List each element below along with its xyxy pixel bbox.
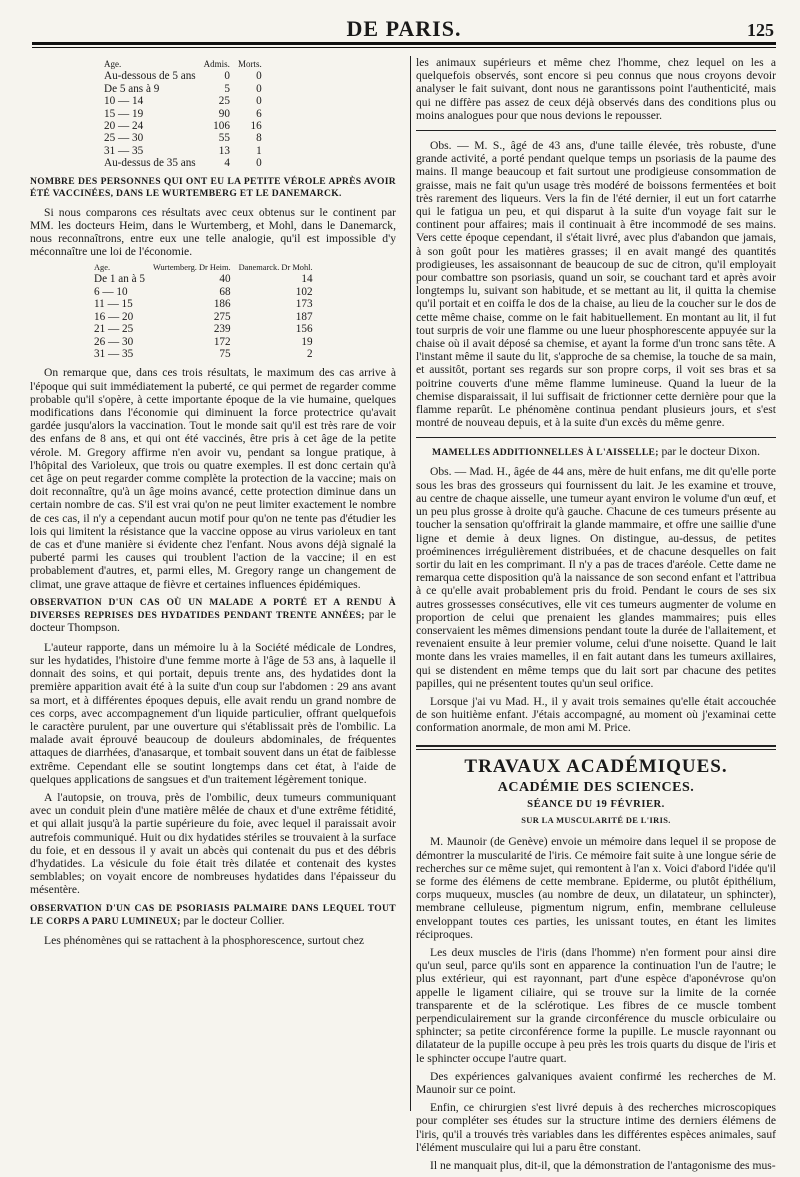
table-cell: 2	[306, 347, 313, 360]
table-cell: 0	[256, 82, 262, 95]
column-divider	[410, 56, 411, 1111]
section-heading: NOMBRE DES PERSONNES QUI ONT EU LA PETITE VÉROLE APRÈS AVOIR ÉTÉ VACCINÉES, DANS LE WURTEMBERG ET LE DANEMARCK.	[30, 175, 396, 199]
table-header-cell: Morts.	[237, 59, 262, 69]
table-row	[100, 108, 266, 120]
table-row	[90, 311, 317, 323]
table-cell: 4	[224, 157, 230, 170]
table-cell: Au-dessous de 5 ans	[104, 70, 196, 83]
section-heading-author: par le docteur Thompson.	[30, 607, 396, 634]
table-cell: 106	[213, 120, 230, 133]
table-row	[90, 273, 317, 285]
table-cell: 21 — 25	[94, 323, 134, 336]
section-heading	[30, 903, 396, 928]
table-header-cell: Wurtemberg. Dr Heim.	[152, 263, 231, 273]
table-cell: 6	[256, 107, 262, 120]
table-cell: 16	[250, 120, 262, 133]
table-cell: 1	[256, 144, 262, 157]
table-smallpox-admissions	[100, 58, 266, 170]
table-cell: 55	[218, 132, 230, 145]
paragraph: On remarque que, dans ces trois résultats, le maximum des cas arrive à l'époque qui suit immédiatement la puberté, ce qui permet de regarder comme probable qu'il s'opère, à cette importante époque de la vie humaine, quelques modifications dans l'économie qui diminuent la force protectrice qu'avait gardée jusqu'alors la vaccination. Tout le monde sait qu'il est très rare de voir des enfans de 8 ans, et qui ont été vaccinés, être pris à cet âge de la petite vérole. M. Gregory affirme n'en avoir vu, pendant sa longue pratique, à l'hôpital des Varioleux, que trois ou quatre exemples. Il est donc certain qu'à cet âge on peut regarder comme complète la protection de la vaccine; mais on doit reconnaître, qu'à un âge moins avancé, cette protection diminue dans un certain nombre de cas. S'il est vrai qu'on ne peut limiter exactement le nombre de ces cas, il n'y a cependant aucun motif pour qu'on ne tente pas d'étudier les lois qui limitent la résistance que la vaccine oppose au virus varioleux en tant de cas et d'une manière si évidente chez l'enfant. Nous avons déjà signalé la puberté parmi les causes qui troublent l'action de la vaccine; il en est probablement d'autres, et, parmi elles, M. Gregory range un changement de climat, une grave attaque de fièvre et certaines influences épidémiques.	[30, 366, 396, 591]
divider	[416, 437, 776, 438]
table-cell: Au-dessus de 35 ans	[104, 157, 196, 170]
paragraph: Les phénomènes qui se rattachent à la phosphorescence, surtout chez	[44, 933, 364, 947]
paragraph: Les deux muscles de l'iris (dans l'homme) n'en forment pour ainsi dire qu'un seul, parce qu'ils sont en apparence la continuation l'un de l'autre; le plus extérieur, qui est rayonnant, part d'une espèce d'aponévrose qu'on appelle le ligament ciliaire, qui se trouve sur la limite de la cornée transparente et de la sclérotique. Les fibres de ce muscle tombent perpendiculairement sur la grande circonférence du muscle orbiculaire ou sphincter; sa petite circonférence forme la pupille. Le muscle rayonnant ou dilatateur de la pupille occupe à peu près les trois quarts du disque de l'iris et le sphincter occupe l'autre quart.	[416, 945, 776, 1065]
table-cell: 0	[256, 95, 262, 108]
table-row	[90, 323, 317, 335]
left-column	[30, 56, 396, 952]
table-cell: 40	[219, 273, 231, 286]
table-cell: 13	[218, 144, 230, 157]
paragraph: Enfin, ce chirurgien s'est livré depuis à des recherches microscopiques pour compléter ses études sur la structure intime des derniers élémens de l'iris, qu'il a trouvés très variables dans les différentes espèces animales, sauf l'élément musculaire qui lui a paru être constant.	[416, 1101, 776, 1154]
seance-title: SÉANCE DU 19 FÉVRIER.	[527, 798, 665, 810]
running-head	[30, 14, 778, 44]
table-cell: 0	[256, 157, 262, 170]
table-cell: 8	[256, 132, 262, 145]
header-rule-thin	[32, 47, 776, 48]
paragraph: les animaux supérieurs et même chez l'homme, chez lequel on les a quelquefois observés, sont encore si peu connus que nous croyons devoir analyser le fait suivant, dont nous ne garantissons point l'authenticité, mais qui ne diffère pas assez de ceux déjà observés dans des conditions plus ou moins analogues pour que nous devions le repousser.	[416, 56, 776, 122]
paragraph: A l'autopsie, on trouva, près de l'ombilic, deux tumeurs communiquant avec un conduit plein d'une matière mêlée de chaux et d'une extrême fétidité, et qui allait jusqu'à la partie supérieure du foie, avec lequel il paraissait avoir autrefois communiqué. Huit ou dix hydatides stériles se trouvaient à la surface du foie, et en dessous il y avait un abcès qui contenait du pus et des débris d'hydatides. La vésicule du foie était très dilatée et contenait des kystes semblables; on voyait encore de nombreuses hydatides dans l'épaisseur du mésentère.	[30, 791, 396, 897]
table-wurtemberg-danemarck	[90, 263, 317, 360]
paragraph: Obs. — Mad. H., âgée de 44 ans, mère de huit enfans, me dit qu'elle porte sous les bras des grosseurs qui fournissent du lait. Je les examine et trouve, au centre de chaque aisselle, une tumeur ayant environ le volume d'un œuf, et un peu plus grosse à droite qu'à gauche. Chacune de ces tumeurs présente au toucher la sensation qu'offrirait la glande mammaire, et offre une saillie d'une ligne et demie à deux lignes. On distingue, au-dessus, de petites proéminences irrégulièrement distribuées, et de chacune desquelles on fait sortir du lait en les comprimant. Il n'y a pas de traces d'aréole. Cette dame ne remarqua cette disposition qu'à la naissance de son second enfant et l'attribua à ce qu'elle avait probablement pris du froid. Pendant le cours de ses six autres grossesses consécutives, elle vit ces tumeurs augmenter de volume en proportion de celui que prenaient les glandes mammaires; puis elles conservaient les mêmes dimensions pendant toute la durée de l'allaitement, et revenaient ensuite à leur premier volume, celui d'une noisette. Quand le lait monte dans les vraies mamelles, il en fait autant dans les tumeurs axillaires, qui se distendent en même temps que du lait sort par chacune des petites papilles, qui ne présentent toutes qu'un seul orifice.	[416, 465, 776, 690]
table-row	[100, 70, 266, 82]
table-cell: 68	[219, 285, 231, 298]
table-cell: 31 — 35	[94, 347, 134, 360]
section-divider	[416, 745, 776, 750]
table-row	[90, 298, 317, 310]
table-header-row	[90, 263, 317, 273]
table-cell: 0	[224, 70, 230, 83]
subject-title: SUR LA MUSCULARITÉ DE L'IRIS.	[521, 816, 671, 826]
table-header-cell: Age.	[94, 263, 111, 273]
table-cell: 11 — 15	[94, 298, 133, 311]
paragraph: Obs. — M. S., âgé de 43 ans, d'une taille élevée, très robuste, d'une grande activité, a porté pendant quelque temps un psoriasis de la paume des mains. Il mange beaucoup et fait surtout une prodigieuse consommation de graisse, mais ne fait qu'un usage très modéré de boissons fermentées et boit très rarement des liqueurs. Vers la fin de l'été dernier, il eut un fort catarrhe qui le fatigua un peu, et qui disparut à la suite d'un voyage fait sur le continent pour affaires; mais il continuait à être incommodé de ses mains. Vers cette époque cependant, il s'était livré, avec plus d'abandon que jamais, à son goût pour les matières grasses; il en avait mangé des quantités prodigieuses, les assaisonnant de beaucoup de suc de citron, qu'il employait pour combattre son psoriasis, quand un soir, se couchant tard et après avoir longtemps lu, suivant son habitude, et se mettant au lit, il quitta la chemise qu'il portait et en coiffa le dos de la chaise, au lieu de la coucher sur le dos de cette même chaise, comme on le fait habituellement. En montant au lit, il fut tout surpris de voir une flamme ou une lueur phosphorescente appuyée sur la chaise où il avait déposé sa chemise, et ayant la forme d'un tronc sans tête. A l'instant même il saute du lit, s'approche de sa chemise, la touche de sa main, et aussitôt, portant ses regards sur son propre corps, il voit ses bras et sa poitrine couverts d'une même flamme lumineuse. Quand la lueur de la chemise disparaissait, il lui suffisait de frictionner cette dernière pour que la flamme reparût. Le phénomène continua pendant plusieurs jours, et s'est montré de nouveau depuis, et à la suite d'un excès du même genre.	[416, 139, 776, 430]
table-cell: 186	[213, 298, 231, 311]
section-heading	[30, 597, 396, 635]
table-cell: 156	[295, 323, 313, 336]
table-header-cell: Danemarck. Dr Mohl.	[238, 263, 313, 273]
table-cell: 31 — 35	[104, 144, 144, 157]
paragraph: Si nous comparons ces résultats avec ceux obtenus sur le continent par MM. les docteurs Heim, dans le Wurtemberg, et Mohl, dans le Danemarck, nous reconnaîtrons, entre eux une telle analogie, qu'il est impossible d'y méconnaître une loi de l'économie.	[30, 205, 396, 259]
section-title: TRAVAUX ACADÉMIQUES.	[464, 755, 728, 777]
table-cell: 14	[301, 273, 313, 286]
section-heading-author: par le docteur Dixon.	[661, 445, 760, 459]
table-cell: 5	[224, 82, 230, 95]
table-cell: 26 — 30	[94, 335, 134, 348]
table-row	[90, 336, 317, 348]
page-number: 125	[747, 20, 774, 40]
table-header-cell: Age.	[104, 59, 122, 69]
section-heading	[416, 446, 776, 459]
table-header-cell: Admis.	[203, 59, 230, 69]
table-cell: 275	[213, 310, 231, 323]
table-row	[100, 120, 266, 132]
table-cell: 6 — 10	[94, 285, 128, 298]
section-heading-text: OBSERVATION D'UN CAS OÙ UN MALADE A PORTÉ ET A RENDU À DIVERSES REPRISES DES HYDATIDES PENDANT TRENTE ANNÉES;	[30, 596, 396, 621]
table-cell: De 1 an à 5	[94, 273, 145, 286]
paragraph: Lorsque j'ai vu Mad. H., il y avait trois semaines qu'elle était accouchée de son huitième enfant. J'étais accompagné, au moment où j'examinai cette conformation anormale, de mon ami M. Price.	[416, 694, 776, 735]
table-cell: De 5 ans à 9	[104, 82, 160, 95]
table-cell: 16 — 20	[94, 310, 134, 323]
divider	[416, 130, 776, 131]
right-column	[416, 56, 776, 1177]
table-cell: 75	[219, 347, 231, 360]
academy-title: ACADÉMIE DES SCIENCES.	[497, 779, 695, 795]
table-row	[90, 286, 317, 298]
table-cell: 187	[295, 310, 313, 323]
table-row	[100, 145, 266, 157]
table-header-row	[100, 58, 266, 70]
table-cell: 0	[256, 70, 262, 83]
table-row	[90, 348, 317, 360]
table-cell: 19	[301, 335, 313, 348]
section-heading-text: MAMELLES ADDITIONNELLES À L'AISSELLE;	[432, 447, 659, 459]
table-row	[100, 95, 266, 107]
table-cell: 10 — 14	[104, 95, 144, 108]
table-row	[100, 132, 266, 144]
table-cell: 90	[218, 107, 230, 120]
table-cell: 20 — 24	[104, 120, 144, 133]
table-cell: 15 — 19	[104, 107, 144, 120]
page-title: DE PARIS.	[346, 16, 462, 41]
table-cell: 102	[295, 285, 313, 298]
section-heading-text: OBSERVATION D'UN CAS DE PSORIASIS PALMAIRE DANS LEQUEL TOUT LE CORPS A PARU LUMINEUX;	[30, 902, 396, 927]
table-row	[100, 157, 266, 169]
table-cell: 173	[295, 298, 313, 311]
table-cell: 25	[218, 95, 230, 108]
paragraph: M. Maunoir (de Genève) envoie un mémoire dans lequel il se propose de démontrer la muscularité de l'iris. Ce mémoire fait suite à une longue série de recherches sur ce même sujet, qui remontent à l'an x. Voici d'abord l'idée qu'il se forme des élémens de cette membrane. Epiderme, ou plutôt épithélium, corps muqueux, muscles (au nombre de deux, un dilatateur, un sphincter), membrane celluleuse, pigmentum nigrum, enfin, membrane celluleuse enveloppant toutes ces parties, les unissant toutes, en étant les limites réciproques.	[416, 835, 776, 941]
paragraph: L'auteur rapporte, dans un mémoire lu à la Société médicale de Londres, sur les hydatides, l'histoire d'une femme morte à l'âge de 53 ans, à laquelle il donnait des soins, et qui portait, depuis trente ans, des hydatides dont la première apparition avait été à la suite d'un coup sur l'abdomen : 29 ans avant sa mort, et à différentes époques depuis, elle avait rendu un grand nombre de ces corps, avec accompagnement d'un liquide particulier, offrant quelquefois le caractère purulent, par une ouverture qui s'établissait près de l'ombilic. La malade avait éprouvé beaucoup de douleurs abdominales, de fréquentes attaques de diarrhées, d'anasarque, et tombait souvent dans un état de faiblesse extrême. Cependant elle se soutint longtemps dans cet état, à l'aide de quelques applications de sangsues et d'un traitement légèrement tonique.	[30, 640, 396, 786]
paragraph: Des expériences galvaniques avaient confirmé les recherches de M. Maunoir sur ce point.	[416, 1069, 776, 1097]
table-cell: 239	[213, 323, 231, 336]
table-row	[100, 83, 266, 95]
table-cell: 25 — 30	[104, 132, 144, 145]
header-rule-thick	[32, 42, 776, 45]
paragraph: Il ne manquait plus, dit-il, que la démonstration de l'antagonisme des mus-	[430, 1159, 776, 1173]
section-heading-author: par le docteur Collier.	[183, 913, 285, 927]
table-cell: 172	[213, 335, 231, 348]
